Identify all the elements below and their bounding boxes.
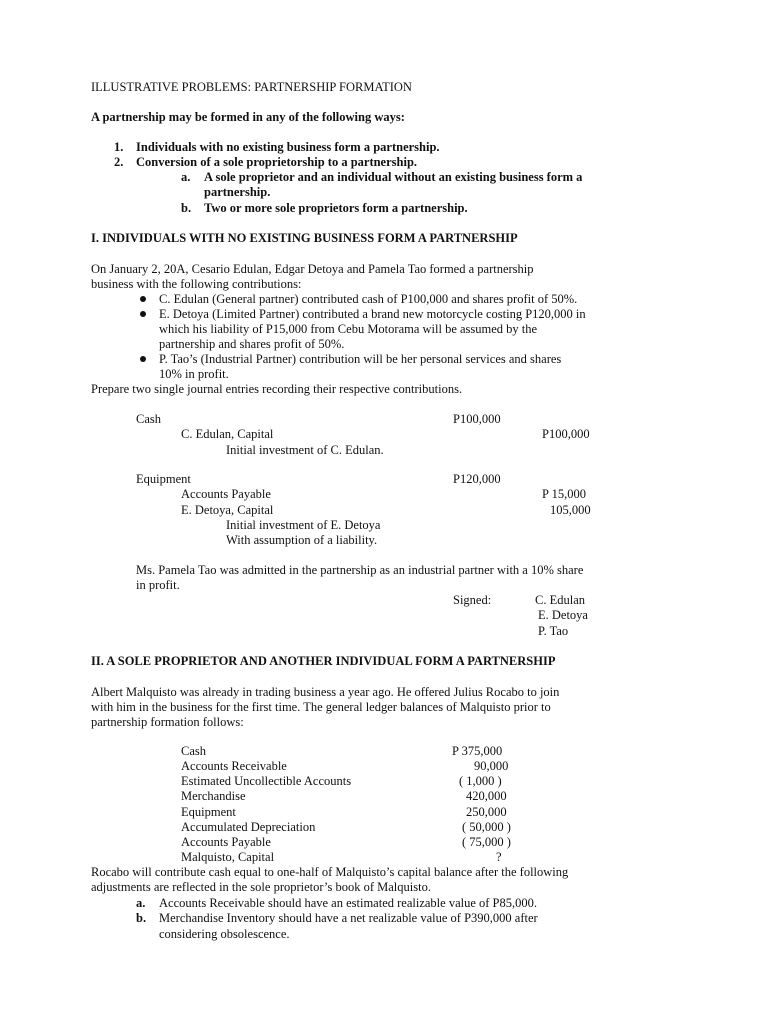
journal-1-explanation: Initial investment of C. Edulan. [226,443,384,457]
ledger-account: Accumulated Depreciation [181,820,316,834]
ledger-account: Accounts Receivable [181,759,287,773]
ledger-amount: 250,000 [466,805,507,819]
sublist-item-b: Two or more sole proprietors form a partnership. [204,201,468,215]
journal-2-credit-account: Accounts Payable [181,487,271,501]
ledger-account: Merchandise [181,789,246,803]
adjustment-label-a: a. [136,896,146,910]
adjustment-b: Merchandise Inventory should have a net realizable value of P390,000 after [159,911,538,925]
section-2-heading: II. A SOLE PROPRIETOR AND ANOTHER INDIVIDUAL FORM A PARTNERSHIP [91,654,556,668]
journal-2-explanation: With assumption of a liability. [226,533,378,547]
section-1-heading: I. INDIVIDUALS WITH NO EXISTING BUSINESS FORM A PARTNERSHIP [91,231,518,245]
contribution-tao: P. Tao’s (Industrial Partner) contribution will be her personal services and shares [159,352,562,366]
list-item-1: Individuals with no existing business form a partnership. [136,140,440,154]
contribution-detoya-cont: partnership and shares profit of 50%. [159,337,345,351]
ledger-amount: P 375,000 [452,744,503,758]
rocabo-contribution-text: Rocabo will contribute cash equal to one-half of Malquisto’s capital balance after the following [91,865,569,879]
journal-1-debit-amount: P100,000 [453,412,501,426]
instruction-text: Prepare two single journal entries recording their respective contributions. [91,382,463,396]
adjustment-a: Accounts Receivable should have an estimated realizable value of P85,000. [159,896,537,910]
list-item-2: Conversion of a sole proprietorship to a partnership. [136,155,418,169]
section-2-paragraph-cont: partnership formation follows: [91,715,244,729]
contribution-tao-cont: 10% in profit. [159,367,229,381]
ledger-account: Accounts Payable [181,835,271,849]
journal-2-debit-account: Equipment [136,472,191,486]
intro-text: A partnership may be formed in any of the following ways: [91,110,405,124]
sublist-label-b: b. [181,201,192,215]
bullet-icon [140,296,146,302]
contribution-edulan: C. Edulan (General partner) contributed cash of P100,000 and shares profit of 50%. [159,292,578,306]
list-number-2: 2. [114,155,124,169]
contribution-detoya: E. Detoya (Limited Partner) contributed a brand new motorcycle costing P120,000 in [159,307,586,321]
contribution-detoya-cont: which his liability of P15,000 from Cebu Motorama will be assumed by the [159,322,538,336]
section-1-paragraph-cont: business with the following contributions: [91,277,302,291]
ledger-account: Cash [181,744,206,758]
ledger-amount: 420,000 [466,789,507,803]
sublist-item-a: A sole proprietor and an individual without an existing business form a [204,170,583,184]
ledger-amount: ( 50,000 ) [462,820,511,834]
admission-note: Ms. Pamela Tao was admitted in the partnership as an industrial partner with a 10% share [136,563,584,577]
adjustment-label-b: b. [136,911,147,925]
signed-label: Signed: [453,593,492,607]
signature-edulan: C. Edulan [535,593,585,607]
list-number-1: 1. [114,140,124,154]
journal-1-debit-account: Cash [136,412,161,426]
journal-2-explanation: Initial investment of E. Detoya [226,518,381,532]
section-1-paragraph: On January 2, 20A, Cesario Edulan, Edgar Detoya and Pamela Tao formed a partnership [91,262,534,276]
signature-tao: P. Tao [538,624,569,638]
bullet-icon [140,311,146,317]
journal-1-credit-account: C. Edulan, Capital [181,427,274,441]
rocabo-contribution-text-cont: adjustments are reflected in the sole proprietor’s book of Malquisto. [91,880,431,894]
section-2-paragraph: Albert Malquisto was already in trading business a year ago. He offered Julius Rocabo to join [91,685,560,699]
sublist-label-a: a. [181,170,191,184]
journal-2-credit-amount: 105,000 [550,503,591,517]
ledger-amount: ( 1,000 ) [459,774,502,788]
journal-1-credit-amount: P100,000 [542,427,590,441]
bullet-icon [140,356,146,362]
signature-detoya: E. Detoya [538,608,588,622]
ledger-account: Estimated Uncollectible Accounts [181,774,352,788]
journal-2-credit-amount: P 15,000 [542,487,586,501]
adjustment-b-cont: considering obsolescence. [159,927,290,941]
ledger-amount: ? [496,850,502,864]
ledger-account: Malquisto, Capital [181,850,275,864]
admission-note-cont: in profit. [136,578,180,592]
section-2-paragraph-cont: with him in the business for the first time. The general ledger balances of Malquisto prior to [91,700,551,714]
page-title: ILLUSTRATIVE PROBLEMS: PARTNERSHIP FORMATION [91,80,412,94]
journal-2-debit-amount: P120,000 [453,472,501,486]
journal-2-credit-account: E. Detoya, Capital [181,503,274,517]
sublist-item-a-cont: partnership. [204,185,271,199]
ledger-amount: ( 75,000 ) [462,835,511,849]
ledger-amount: 90,000 [474,759,509,773]
ledger-account: Equipment [181,805,236,819]
